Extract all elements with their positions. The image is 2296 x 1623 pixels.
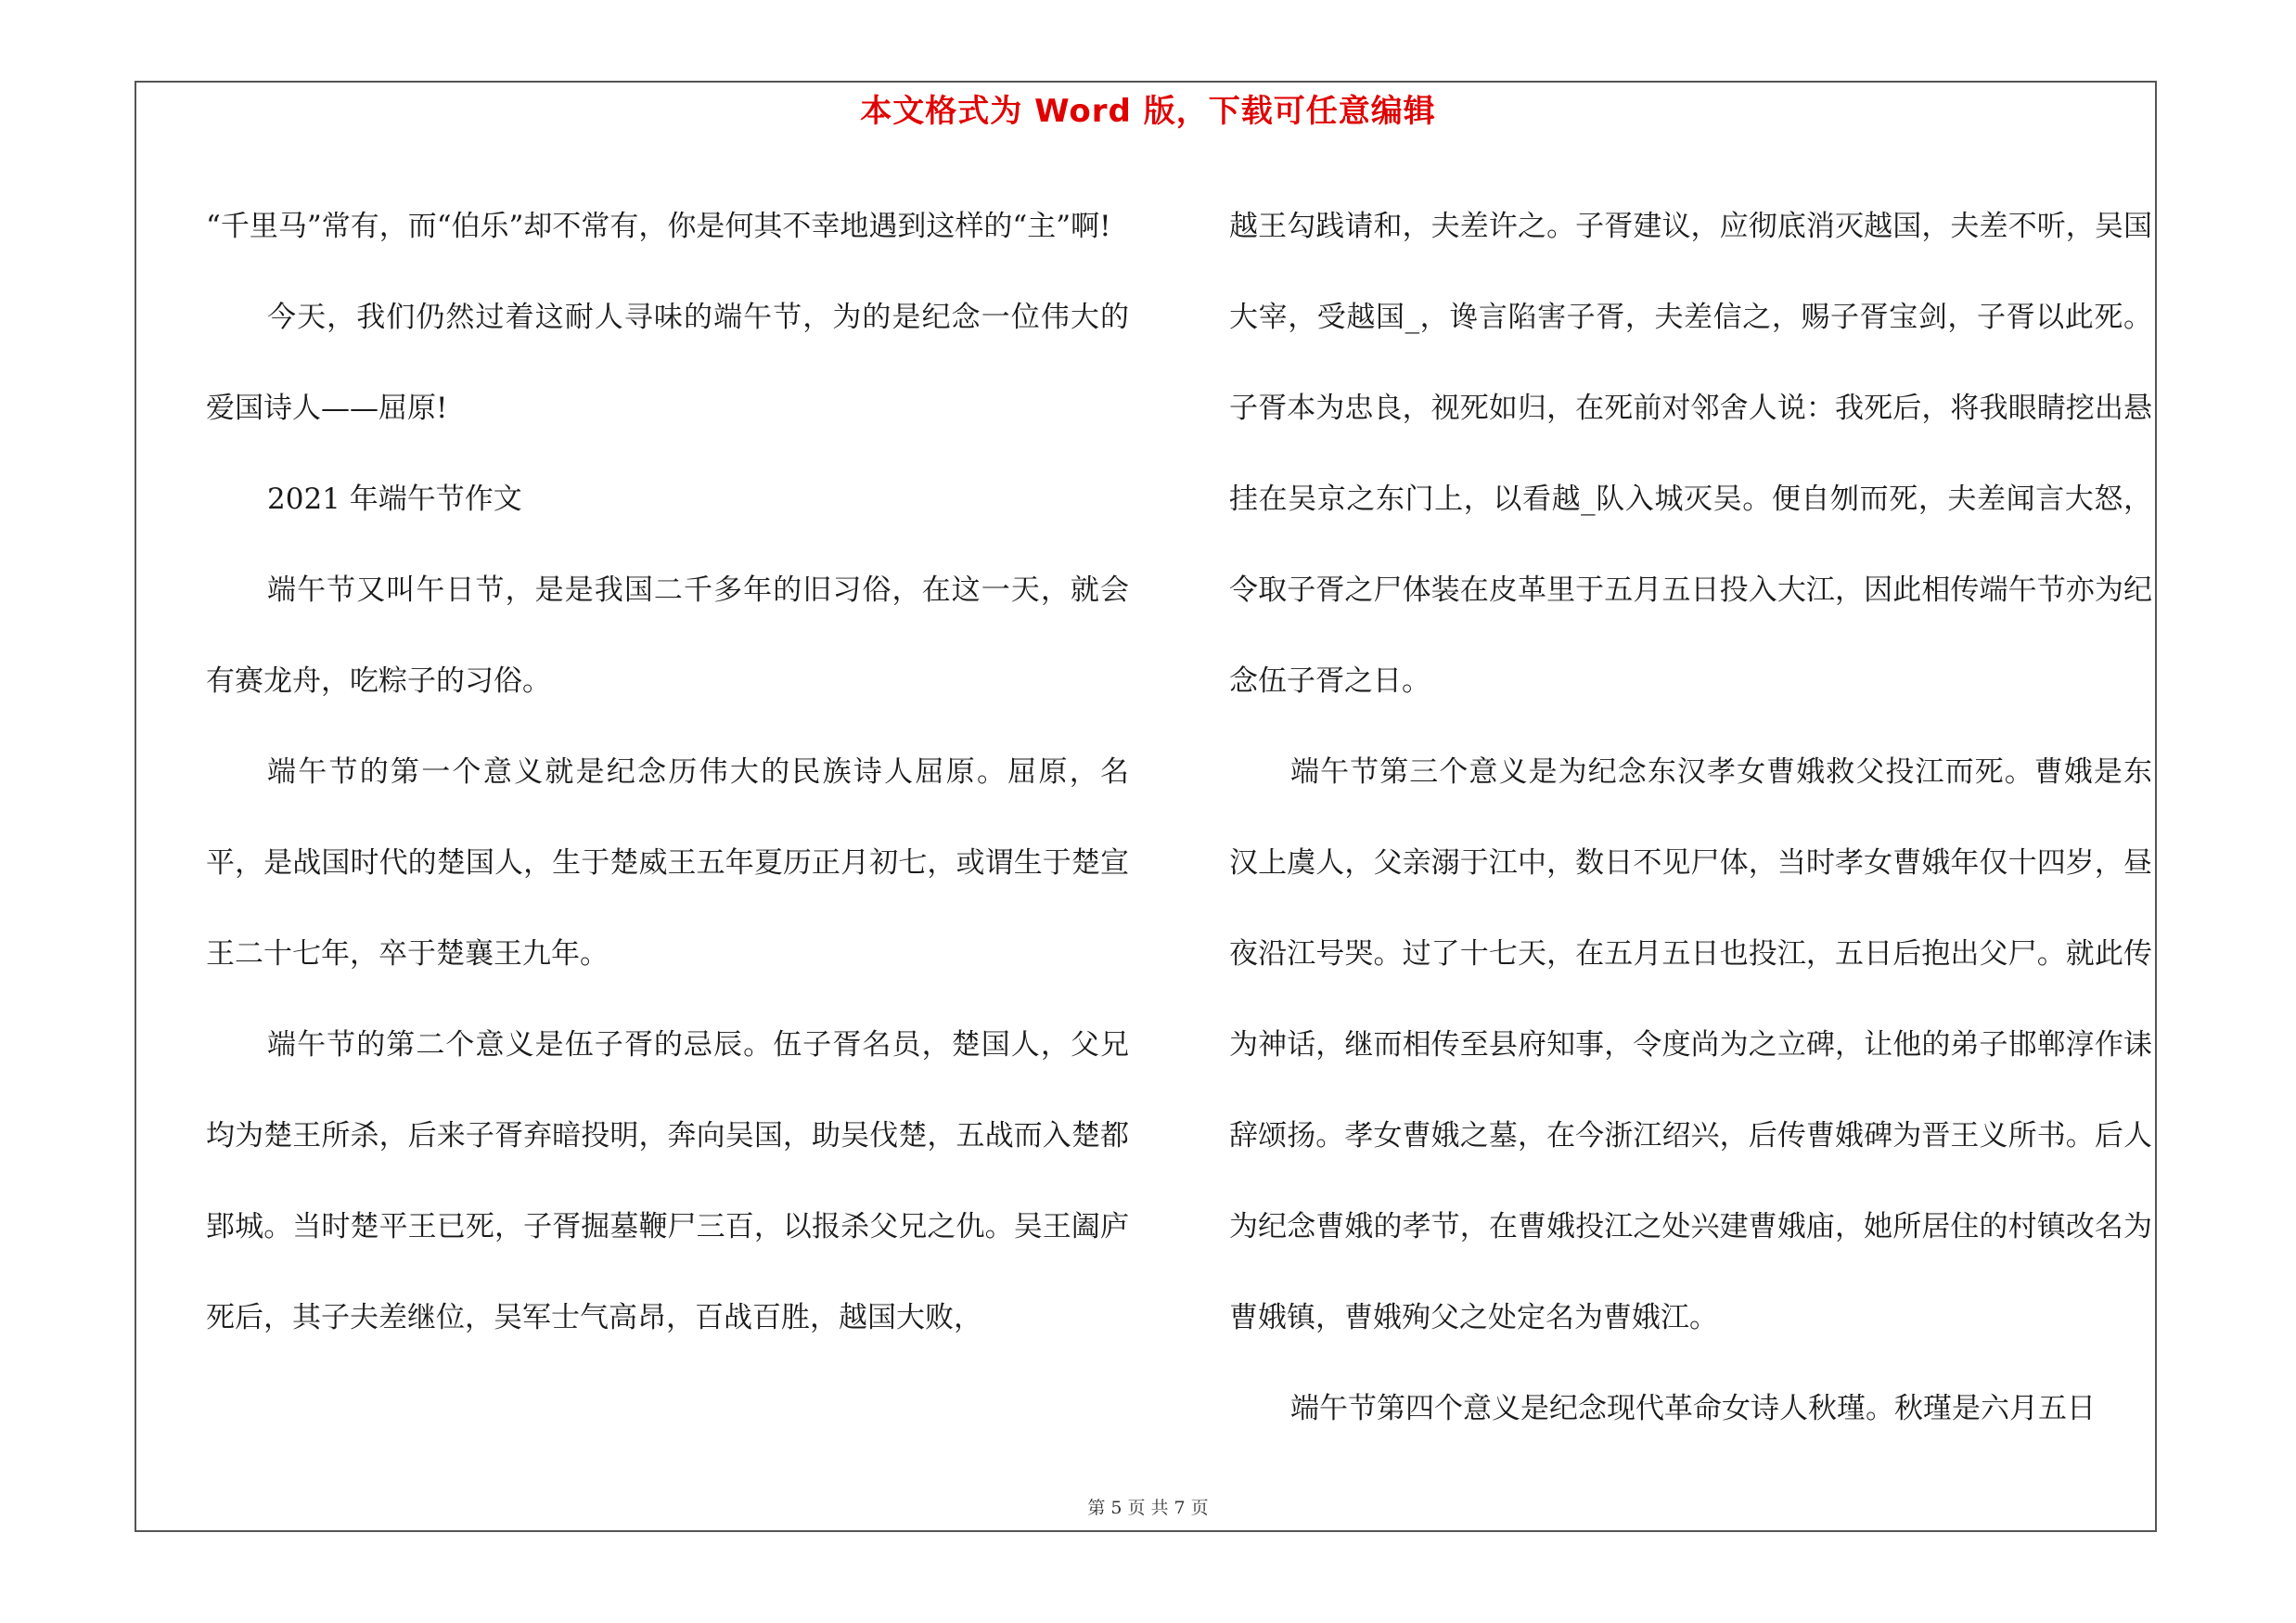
paragraph: 端午节第四个意义是纪念现代革命女诗人秋瑾。秋瑾是六月五日 (1290, 1392, 2096, 1425)
paragraph: 端午节第三个意义是为纪念东汉孝女曹娥救父投江而死。曹娥是东汉上虞人，父亲溺于江中，数日不见尸体，当时孝女曹娥年仅十四岁，昼夜沿江号哭。过了十七天，在五月五日也投江，五日后抱出父尸。就此传为神话，继而相传至县府知事，令度尚为之立碑，让他的弟子邯郸淳作诔辞颂扬。孝女曹娥之墓，在今浙江绍兴，后传曹娥碑为晋王义所书。后人为纪念曹娥的孝节，在曹娥投江之处兴建曹娥庙，她所居住的村镇改名为曹娥镇，曹娥殉父之处定名为曹娥江。 (1229, 755, 2152, 1334)
page-number-footer: 第 5 页 共 7 页 (1087, 1498, 1209, 1518)
paragraph: 端午节的第二个意义是伍子胥的忌辰。伍子胥名员，楚国人，父兄均为楚王所杀，后来子胥弃暗投明，奔向吴国，助吴伐楚，五战而入楚都郢城。当时楚平王已死，子胥掘墓鞭尸三百，以报杀父兄之仇。吴王阖庐死后，其子夫差继位，吴军士气高昂，百战百胜，越国大败， (206, 1028, 1129, 1334)
paragraph: 今天，我们仍然过着这耐人寻味的端午节，为的是纪念一位伟大的爱国诗人——屈原! (206, 301, 1129, 425)
format-banner: 本文格式为 Word 版，下载可任意编辑 (860, 93, 1436, 130)
right-column (1229, 181, 2152, 1454)
paragraph: 端午节的第一个意义就是纪念历伟大的民族诗人屈原。屈原，名平，是战国时代的楚国人，生于楚威王五年夏历正月初七，或谓生于楚宣王二十七年，卒于楚襄王九年。 (206, 755, 1129, 971)
left-column (206, 181, 1129, 1363)
paragraph: 越王勾践请和，夫差许之。子胥建议，应彻底消灭越国，夫差不听，吴国大宰，受越国_，谗言陷害子胥，夫差信之，赐子胥宝剑，子胥以此死。子胥本为忠良，视死如归，在死前对邻舍人说：我死后，将我眼睛挖出悬挂在吴京之东门上，以看越_队入城灭吴。便自刎而死，夫差闻言大怒，令取子胥之尸体装在皮革里于五月五日投入大江，因此相传端午节亦为纪念伍子胥之日。 (1229, 210, 2152, 698)
paragraph: 端午节又叫午日节，是是我国二千多年的旧习俗，在这一天，就会有赛龙舟，吃粽子的习俗。 (206, 573, 1129, 698)
paragraph-heading: 2021 年端午节作文 (267, 483, 522, 516)
paragraph: “千里马”常有，而“伯乐”却不常有，你是何其不幸地遇到这样的“主”啊! (206, 210, 1111, 243)
